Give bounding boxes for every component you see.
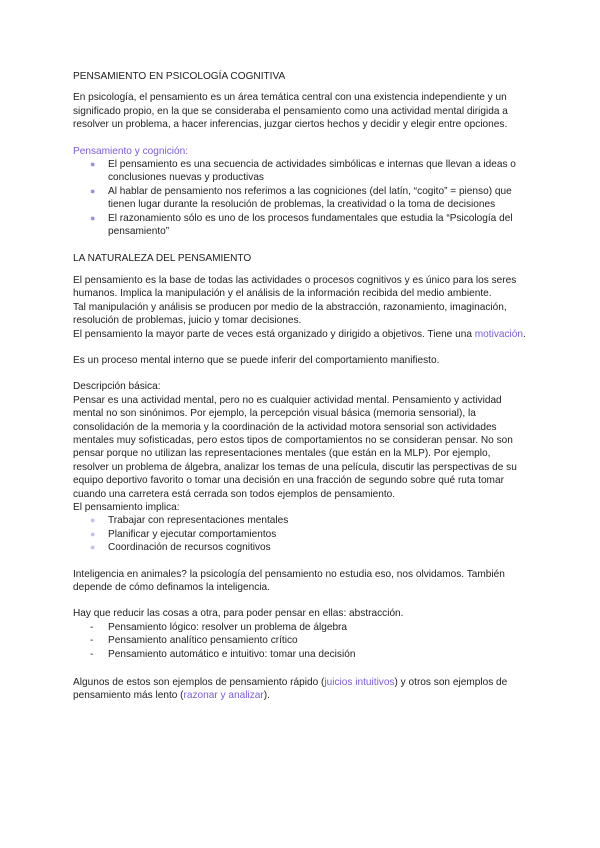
reducir-paragraph: Hay que reducir las cosas a otra, para poder pensar en ellas: abstracción.: [73, 608, 404, 620]
bullet-icon: ●: [90, 159, 96, 170]
list-item: ● Planificar y ejecutar comportamientos: [90, 528, 277, 540]
bullet-icon: ●: [90, 528, 96, 539]
razonar-analizar-link[interactable]: razonar y analizar: [183, 690, 264, 702]
intro-paragraph: En psicología, el pensamiento es un área temática central con una existencia independiente y un significado propio, en la que se consideraba el pensamiento como una actividad mental dirigida a resolver un problema, a hacer inferencias, juzgar ciertos hechos y decidir y elegir entre opciones.: [73, 92, 508, 131]
cognicion-list: [73, 158, 528, 238]
list-item: - Pensamiento analítico pensamiento crítico: [90, 635, 298, 647]
list-item: - Pensamiento automático e intuitivo: tomar una decisión: [90, 648, 356, 660]
dash-icon: -: [90, 621, 94, 633]
list-item: ● El pensamiento es una secuencia de actividades simbólicas e internas que llevan a ideas o conclusiones nuevas y productivas: [90, 159, 516, 184]
bullet-icon: ●: [90, 542, 96, 553]
document-title: PENSAMIENTO EN PSICOLOGÍA COGNITIVA: [73, 71, 286, 82]
list-item: - Pensamiento lógico: resolver un problema de álgebra: [90, 621, 348, 633]
ejemplos-paragraph: Algunos de estos son ejemplos de pensamiento rápido (juicios intuitivos) y otros son ejemplos de pensamiento más lento (razonar y analizar).: [73, 677, 508, 702]
list-item: ● Coordinación de recursos cognitivos: [90, 542, 271, 554]
cognicion-label: Pensamiento y cognición:: [73, 145, 189, 157]
motivacion-link[interactable]: motivación: [474, 328, 523, 340]
bullet-icon: ●: [90, 212, 96, 223]
naturaleza-p3: El pensamiento la mayor parte de veces está organizado y dirigido a objetivos. Tiene una motivación.: [73, 328, 526, 340]
naturaleza-p1: El pensamiento es la base de todas las actividades o procesos cognitivos y es único para los seres humanos. Implica la manipulación y el análisis de la información recibida del medio ambiente.: [73, 274, 517, 300]
tipos-list: [73, 621, 528, 661]
naturaleza-p2: Tal manipulación y análisis se producen por medio de la abstracción, razonamiento, imaginación, resolución de problemas, juicio y tomar decisiones.: [73, 301, 507, 327]
descripcion-label: Descripción básica:: [73, 381, 161, 393]
juicios-intuitivos-link[interactable]: juicios intuitivos: [324, 677, 395, 689]
implica-list: [73, 514, 528, 554]
bullet-icon: ●: [90, 515, 96, 526]
list-item: ● Trabajar con representaciones mentales: [90, 515, 289, 527]
implica-label: El pensamiento implica:: [73, 501, 180, 513]
naturaleza-p4: Es un proceso mental interno que se puede inferir del comportamiento manifiesto.: [73, 354, 440, 366]
inteligencia-paragraph: Inteligencia en animales? la psicología del pensamiento no estudia eso, nos olvidamos. También depende de cómo definamos la inteligencia.: [73, 568, 505, 593]
dash-icon: -: [90, 635, 94, 647]
list-item: ● El razonamiento sólo es uno de los procesos fundamentales que estudia la “Psicología del pensamiento”: [90, 212, 513, 238]
descripcion-body: Pensar es una actividad mental, pero no es cualquier actividad mental. Pensamiento y actividad mental no son sinónimos. Por ejemplo, la percepción visual básica (memoria sensorial), la consolidación de la memoria y la coordinación de la actividad motora sensorial son actividades mentales muy sofisticadas, pero estos tipos de comportamientos no se consideran pensar. No son pensar porque no utilizan las representaciones mentales (que están en la MLP). Por ejemplo, resolver un problema de álgebra, analizar los temas de una película, discutir las perspectivas de su equipo deportivo favorito o tomar una decisión en una fracción de segundo sobre qué ruta tomar cuando una carretera está cerrada son todos ejemplos de pensamiento.: [73, 394, 517, 500]
document-body: [73, 70, 528, 703]
dash-icon: -: [90, 648, 94, 660]
bullet-icon: ●: [90, 185, 96, 196]
list-item: ● Al hablar de pensamiento nos referimos a las cogniciones (del latín, “cogito” = pienso) que tienen lugar durante la resolución de problemas, la creatividad o la toma de decisiones: [90, 185, 512, 211]
naturaleza-heading: LA NATURALEZA DEL PENSAMIENTO: [73, 253, 252, 265]
